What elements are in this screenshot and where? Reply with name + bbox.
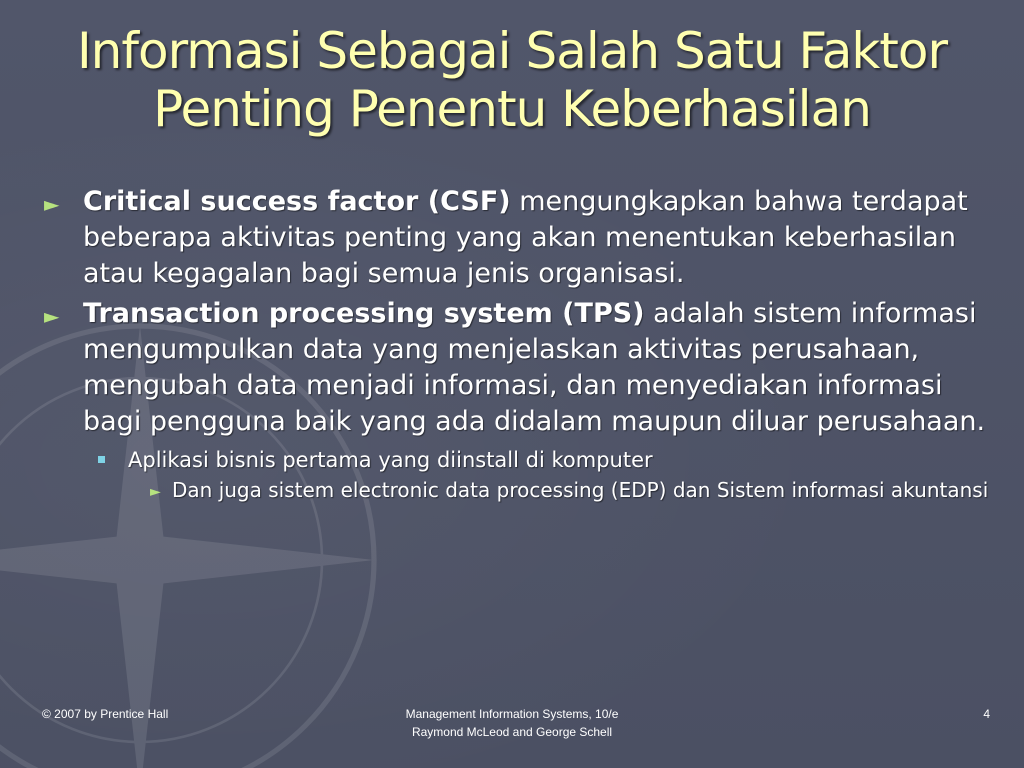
triangle-bullet-icon: ► [44, 304, 60, 328]
footer-book-info [312, 705, 712, 741]
footer-book-title: Management Information Systems, 10/e [405, 707, 619, 721]
sub-bullet-aplikasi [83, 446, 994, 474]
bullet-csf [44, 184, 994, 292]
sub-sub-bullet-edp-text: Dan juga sistem electronic data processing (EDP) dan Sistem informasi akuntansi [172, 478, 989, 502]
footer-copyright: © 2007 by Prentice Hall [42, 707, 169, 721]
triangle-bullet-icon: ► [150, 484, 161, 500]
sub-bullet-aplikasi-text: Aplikasi bisnis pertama yang diinstall di komputer [128, 448, 653, 472]
bullet-csf-term: Critical success factor (CSF) [83, 186, 511, 217]
title-line-2: Penting Penentu Keberhasilan [153, 80, 871, 138]
sub-sub-bullet-edp [128, 478, 994, 503]
slide-title [30, 22, 994, 138]
bullet-csf-text: mengungkapkan bahwa terdapat beberapa aktivitas penting yang akan menentukan keberhasilan atau kegagalan bagi semua jenis organisasi. [83, 186, 968, 289]
square-bullet-icon [98, 456, 105, 463]
triangle-bullet-icon: ► [44, 192, 60, 216]
bullet-list [44, 184, 994, 503]
footer-book-authors: Raymond McLeod and George Schell [411, 725, 613, 739]
bullet-tps-term: Transaction processing system (TPS) [83, 298, 645, 329]
bullet-tps-text: adalah sistem informasi mengumpulkan data yang menjelaskan aktivitas perusahaan, mengubah data menjadi informasi, dan menyediakan informasi bagi pengguna baik yang ada didalam maupun diluar perusahaan. [83, 298, 986, 437]
page-number: 4 [983, 707, 990, 721]
bullet-tps [44, 296, 994, 440]
title-line-1: Informasi Sebagai Salah Satu Faktor [76, 22, 948, 80]
